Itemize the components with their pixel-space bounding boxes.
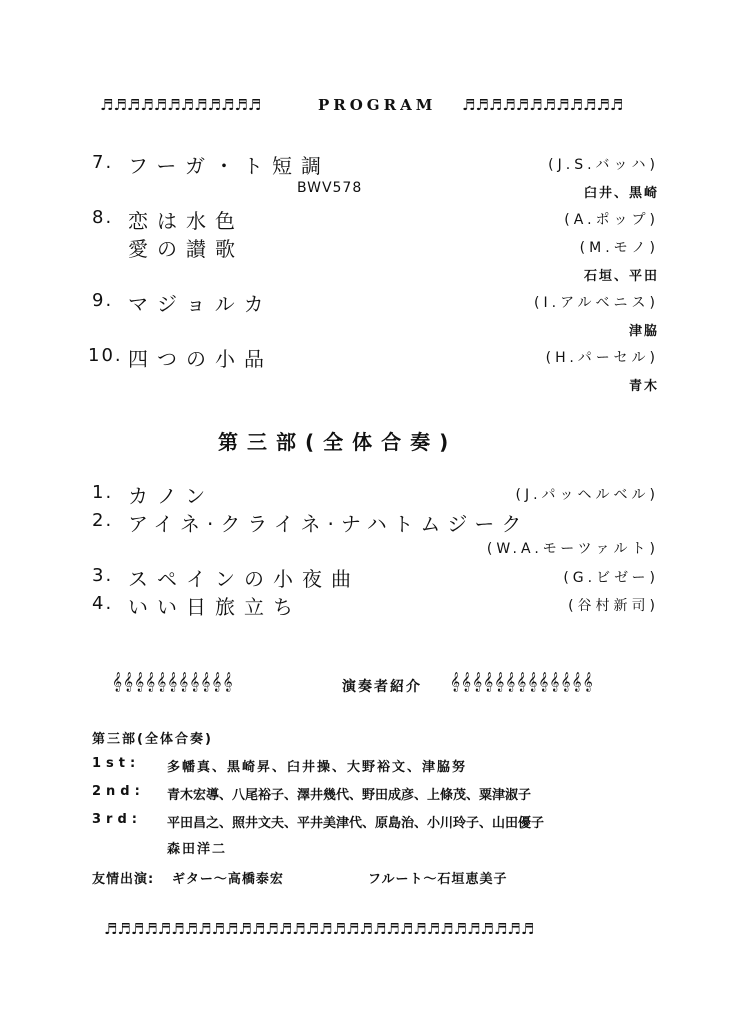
intro-title: 演奏者紹介 <box>342 679 422 695</box>
item-composer: (I.アルベニス) <box>534 295 659 311</box>
item-performers: 石垣、平田 <box>583 269 659 284</box>
item-number: 8. <box>92 207 114 228</box>
intro-clefs-left: 𝄞𝄞𝄞𝄞𝄞𝄞𝄞𝄞𝄞𝄞𝄞 <box>112 672 234 692</box>
footer-notes: ♬♬♬♬♬♬♬♬♬♬♬♬♬♬♬♬♬♬♬♬♬♬♬♬♬♬♬♬♬♬♬♬ <box>104 920 535 938</box>
part-label: 1st: <box>92 756 141 771</box>
item-title: マジョルカ <box>128 292 273 316</box>
item-title: アイネ·クライネ·ナハトムジーク <box>128 512 529 536</box>
item-subtitle: BWV578 <box>297 180 363 196</box>
item-number: 4. <box>92 593 114 614</box>
item-composer: (J.パッヘルベル) <box>515 487 659 503</box>
item-title: 恋は水色 <box>128 209 244 233</box>
item-number: 2. <box>92 510 114 531</box>
item-title: いい日旅立ち <box>128 595 302 619</box>
item-composer: (G.ビゼー) <box>563 570 659 586</box>
item-title: 愛の讃歌 <box>128 237 244 261</box>
part-names: 森田洋二 <box>167 842 228 857</box>
item-title: スペインの小夜曲 <box>128 567 360 591</box>
item-title: フーガ・ト短調 <box>128 154 330 178</box>
header-notes-right: ♬♬♬♬♬♬♬♬♬♬♬♬ <box>462 96 624 114</box>
item-composer: (H.パーセル) <box>545 350 659 366</box>
section-title: 第三部(全体合奏) <box>218 430 458 454</box>
item-composer: (J.S.バッハ) <box>548 157 659 173</box>
item-performers: 青木 <box>628 379 659 394</box>
intro-clefs-right: 𝄞𝄞𝄞𝄞𝄞𝄞𝄞𝄞𝄞𝄞𝄞𝄞𝄞 <box>450 672 594 692</box>
header-notes-left: ♬♬♬♬♬♬♬♬♬♬♬♬ <box>100 96 262 114</box>
item-performers: 臼井、黒崎 <box>583 186 659 201</box>
intro-section-label: 第三部(全体合奏) <box>92 732 213 747</box>
guest-label: 友情出演: <box>92 872 155 887</box>
item-composer: (谷村新司) <box>568 598 659 614</box>
part-label: 2nd: <box>92 784 145 799</box>
item-number: 10. <box>88 345 123 366</box>
item-performers: 津脇 <box>628 324 659 339</box>
part-names: 多幡真、黒崎昇、臼井操、大野裕文、津脇努 <box>167 760 468 775</box>
item-number: 3. <box>92 565 114 586</box>
part-label: 3rd: <box>92 812 142 827</box>
guest-flute: フルート〜石垣恵美子 <box>368 872 508 887</box>
item-title: カノン <box>128 484 215 508</box>
item-composer: (M.モノ) <box>579 240 659 256</box>
item-composer: (W.A.モーツァルト) <box>486 541 659 557</box>
part-names: 青木宏導、八尾裕子、澤井幾代、野田成彦、上條茂、粟津淑子 <box>167 788 532 803</box>
item-number: 1. <box>92 482 114 503</box>
item-number: 9. <box>92 290 114 311</box>
item-title: 四つの小品 <box>128 347 273 371</box>
page-title: PROGRAM <box>318 96 437 114</box>
item-composer: (A.ポップ) <box>564 212 659 228</box>
item-number: 7. <box>92 152 114 173</box>
part-names: 平田昌之、照井文夫、平井美津代、原島治、小川玲子、山田優子 <box>167 816 545 831</box>
guest-guitar: ギター〜高橋泰宏 <box>172 872 284 887</box>
